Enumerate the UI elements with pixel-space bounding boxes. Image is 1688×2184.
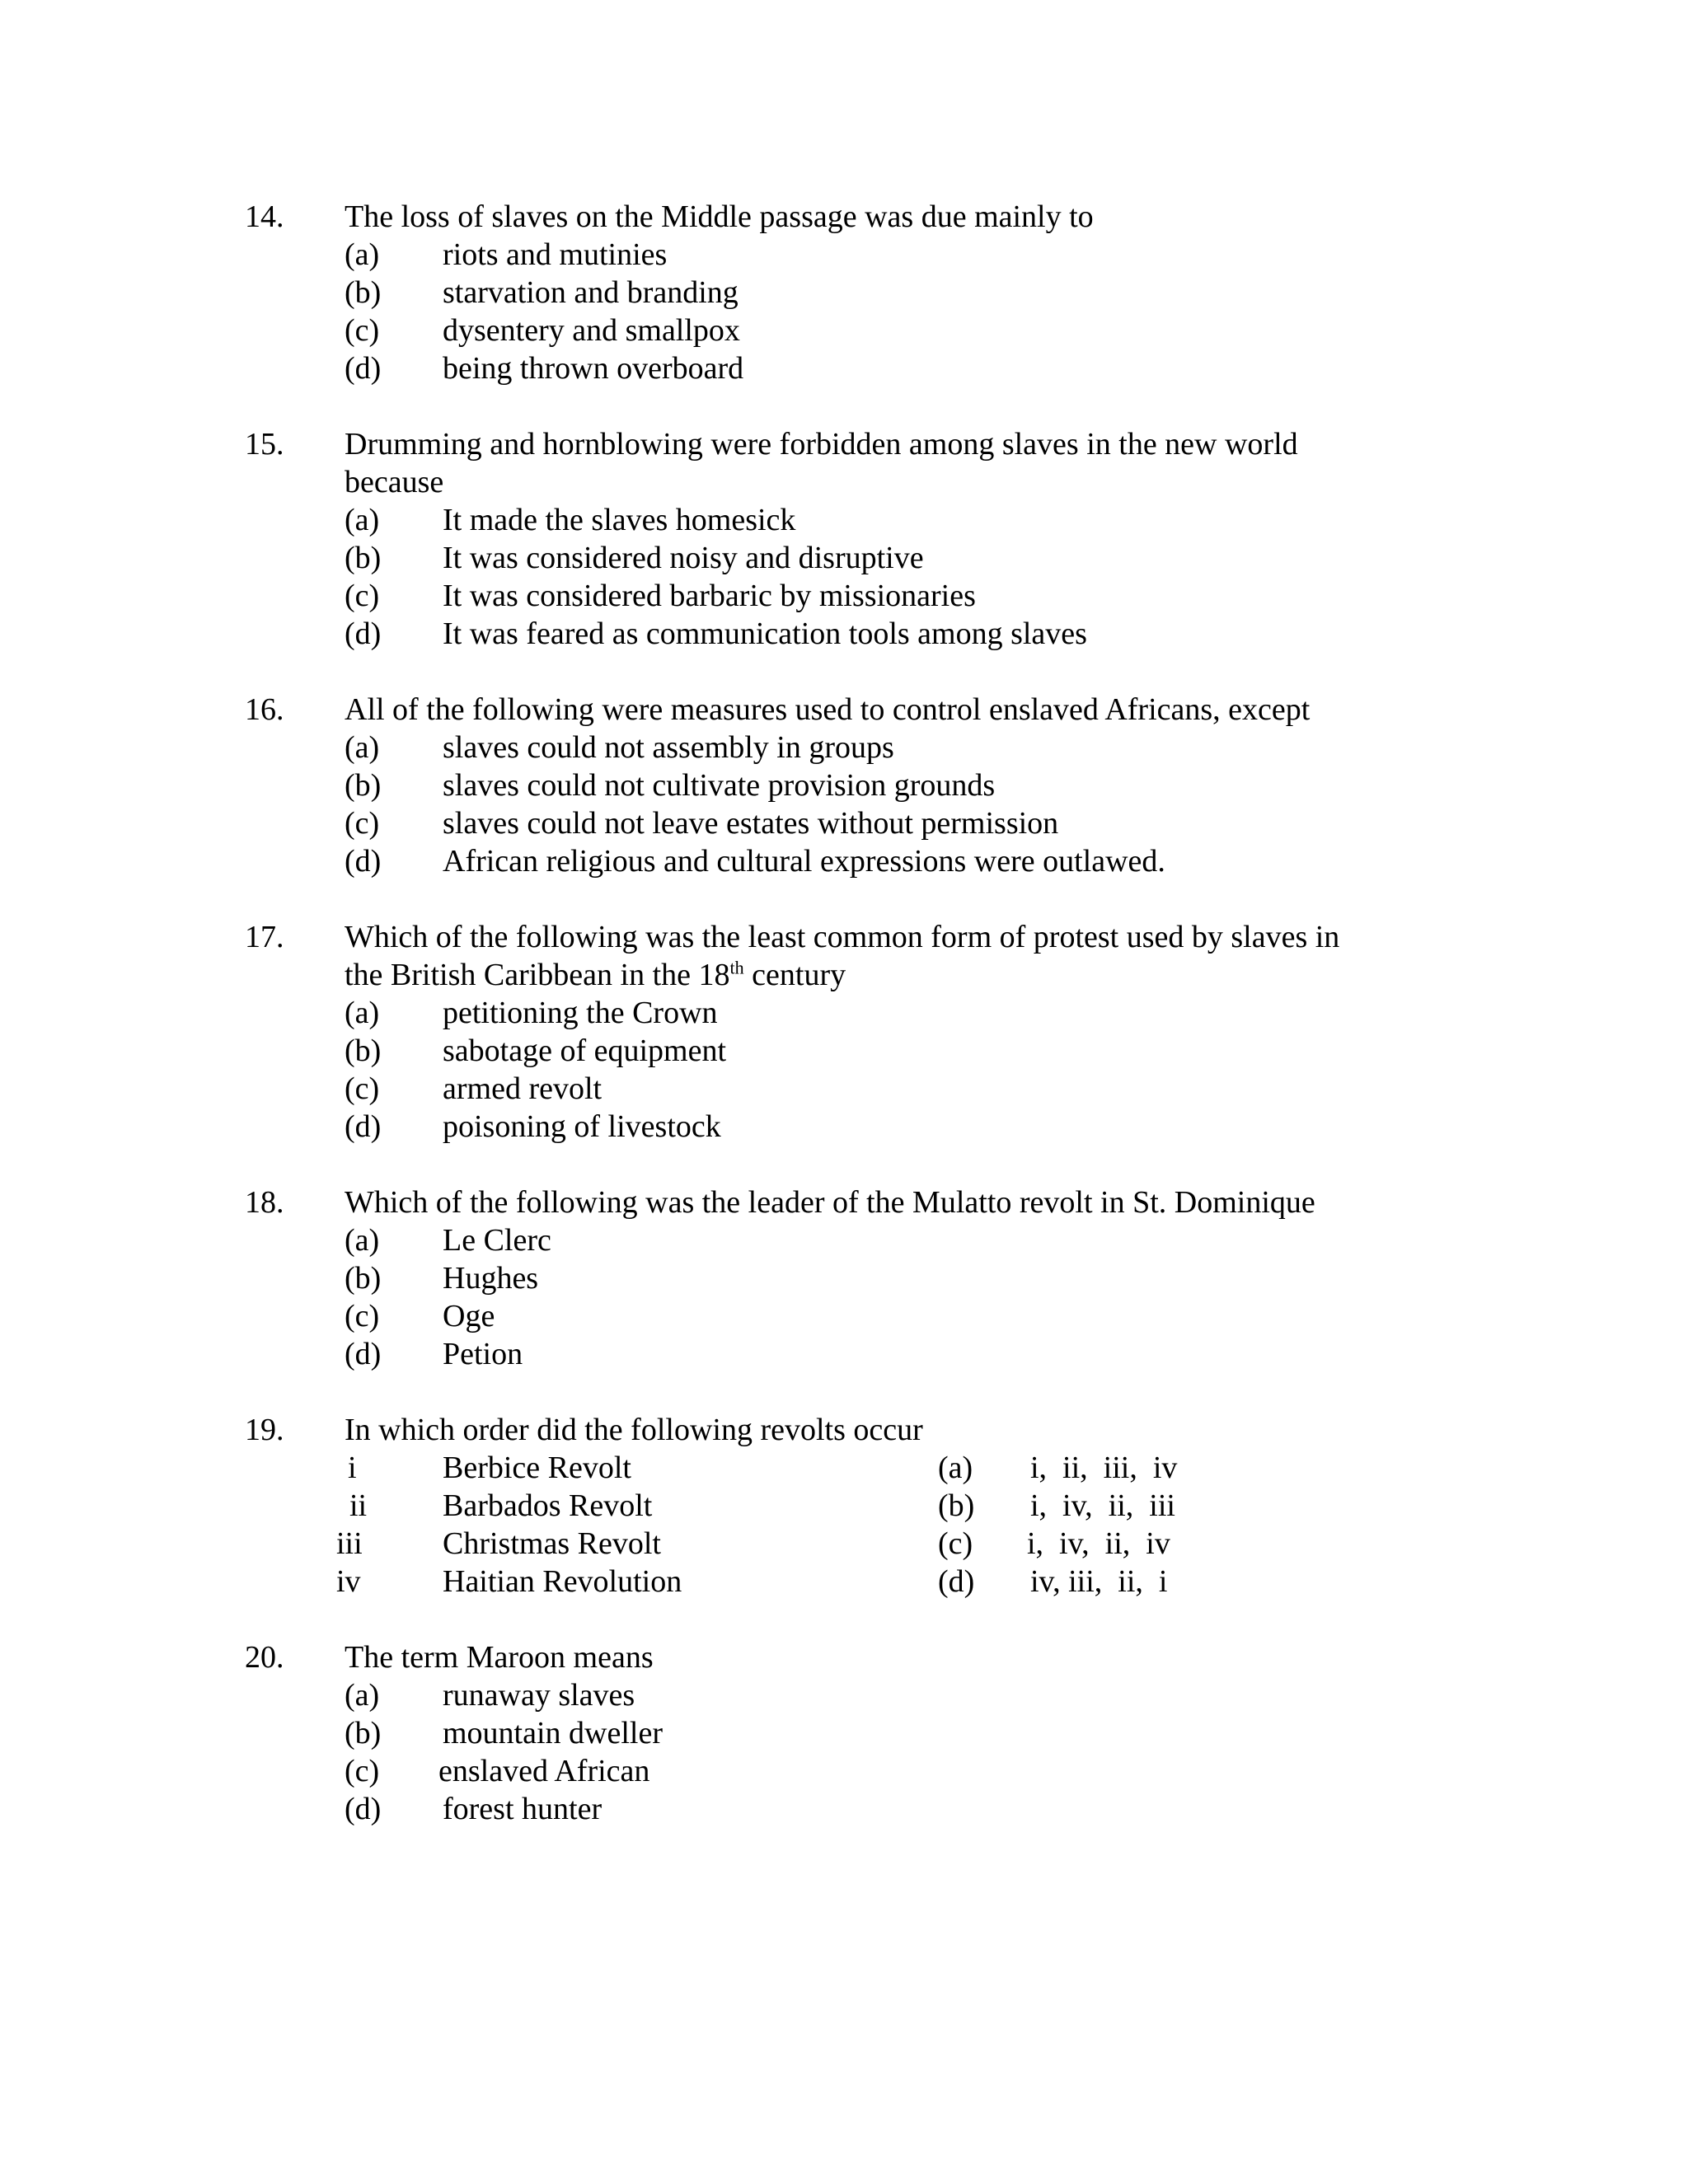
option-text: Petion [443, 1337, 523, 1371]
option-text: starvation and branding [443, 275, 738, 310]
option-text: slaves could not leave estates without permission [443, 806, 1059, 841]
option-d [345, 1790, 1416, 1828]
roman-numeral: ii [349, 1488, 368, 1523]
option-d [345, 842, 1416, 880]
option-label: (a) [345, 1223, 380, 1258]
option-label: (b) [345, 1716, 382, 1750]
option-a [345, 994, 1416, 1032]
option-text: It was considered noisy and disruptive [443, 541, 924, 575]
option-label: (c) [938, 1526, 973, 1561]
option-b [345, 1259, 1416, 1297]
question-number: 15. [245, 427, 284, 462]
question-text-line-1: Drumming and hornblowing were forbidden among slaves in the new world [345, 427, 1298, 462]
option-c [345, 1070, 1416, 1108]
option-b [345, 1032, 1416, 1070]
option-a [345, 1676, 1416, 1714]
option-text: i, iv, ii, iv [1027, 1526, 1170, 1561]
question-number: 17. [245, 920, 284, 954]
option-text: sabotage of equipment [443, 1033, 727, 1068]
option-label: (d) [345, 1337, 382, 1371]
option-a [345, 1221, 1416, 1259]
question-text-line-2 [345, 956, 1416, 994]
question-number: 16. [245, 692, 284, 727]
question-text: Which of the following was the leader of the Mulatto revolt in St. Dominique [345, 1185, 1315, 1220]
option-text: iv, iii, ii, i [1030, 1564, 1168, 1599]
option-text: being thrown overboard [443, 351, 744, 386]
option-text: Hughes [443, 1261, 539, 1296]
option-label: (d) [345, 351, 382, 386]
option-text: petitioning the Crown [443, 996, 718, 1030]
option-label: (c) [345, 313, 380, 348]
option-text: poisoning of livestock [443, 1109, 721, 1144]
option-text: slaves could not cultivate provision grounds [443, 768, 996, 803]
option-text: slaves could not assembly in groups [443, 730, 894, 765]
option-text: enslaved African [438, 1754, 650, 1788]
option-text: armed revolt [443, 1071, 603, 1106]
option-d [938, 1563, 1268, 1601]
option-label: (b) [345, 541, 382, 575]
option-label: (d) [345, 844, 382, 879]
option-label: (a) [345, 1678, 380, 1713]
revolt-name: Berbice Revolt [443, 1451, 631, 1485]
option-label: (b) [345, 1033, 382, 1068]
option-label: (d) [345, 1109, 382, 1144]
option-label: (c) [345, 1754, 380, 1788]
option-label: (c) [345, 579, 380, 613]
option-d [345, 349, 1416, 387]
option-label: (a) [938, 1451, 973, 1485]
question-number: 20. [245, 1640, 284, 1675]
option-text: It was feared as communication tools among slaves [443, 616, 1087, 651]
option-label: (d) [345, 616, 382, 651]
question-number: 19. [245, 1413, 284, 1447]
option-d [345, 1335, 1416, 1373]
roman-numeral: i [348, 1451, 357, 1485]
option-c [938, 1525, 1268, 1563]
question-text-main: the British Caribbean in the 18 [345, 958, 730, 992]
revolt-item-iv [336, 1563, 938, 1601]
option-b [345, 539, 1416, 577]
option-b [345, 1714, 1416, 1752]
option-text: Oge [443, 1299, 495, 1333]
revolt-item-iii [336, 1525, 938, 1563]
roman-numeral: iii [336, 1526, 363, 1561]
question-text: The term Maroon means [345, 1640, 654, 1675]
option-a [345, 729, 1416, 766]
option-label: (a) [345, 730, 380, 765]
option-label: (b) [345, 275, 382, 310]
question-number: 14. [245, 199, 284, 234]
revolt-item-ii [345, 1487, 938, 1525]
option-a [345, 501, 1416, 539]
question-number: 18. [245, 1185, 284, 1220]
question-text: In which order did the following revolts occur [345, 1413, 923, 1447]
option-label: (b) [345, 768, 382, 803]
question-text-line-2: because [345, 465, 444, 499]
option-text: i, ii, iii, iv [1030, 1451, 1178, 1485]
revolt-name: Haitian Revolution [443, 1564, 682, 1599]
option-label: (c) [345, 806, 380, 841]
question-text: All of the following were measures used to control enslaved Africans, except [345, 692, 1311, 727]
question-text: The loss of slaves on the Middle passage was due mainly to [345, 199, 1094, 234]
question-text-tail: century [743, 958, 846, 992]
question-text-line-1: Which of the following was the least common form of protest used by slaves in [345, 920, 1340, 954]
option-d [345, 1108, 1416, 1146]
revolt-name: Christmas Revolt [443, 1526, 661, 1561]
option-text: Le Clerc [443, 1223, 551, 1258]
option-label: (a) [345, 503, 380, 537]
option-text: forest hunter [443, 1792, 603, 1826]
option-label: (a) [345, 996, 380, 1030]
option-a [938, 1449, 1268, 1487]
roman-numeral: iv [336, 1564, 361, 1599]
option-label: (c) [345, 1299, 380, 1333]
option-label: (d) [345, 1792, 382, 1826]
option-c [345, 1752, 1416, 1790]
option-label: (b) [938, 1488, 975, 1523]
option-a [345, 236, 1416, 274]
option-c [345, 1297, 1416, 1335]
option-text: riots and mutinies [443, 237, 668, 272]
revolt-name: Barbados Revolt [443, 1488, 653, 1523]
option-label: (b) [345, 1261, 382, 1296]
revolt-item-i [345, 1449, 938, 1487]
option-label: (d) [938, 1564, 975, 1599]
option-c [345, 577, 1416, 615]
option-text: It was considered barbaric by missionaries [443, 579, 976, 613]
option-c [345, 312, 1416, 349]
option-text: runaway slaves [443, 1678, 635, 1713]
option-d [345, 615, 1416, 653]
option-text: dysentery and smallpox [443, 313, 740, 348]
option-b [938, 1487, 1268, 1525]
option-c [345, 804, 1416, 842]
superscript-ordinal: th [729, 957, 744, 978]
option-b [345, 766, 1416, 804]
option-text: African religious and cultural expressions were outlawed. [443, 844, 1165, 879]
option-text: mountain dweller [443, 1716, 663, 1750]
option-label: (a) [345, 237, 380, 272]
option-label: (c) [345, 1071, 380, 1106]
option-text: i, iv, ii, iii [1030, 1488, 1175, 1523]
option-text: It made the slaves homesick [443, 503, 796, 537]
option-b [345, 274, 1416, 312]
